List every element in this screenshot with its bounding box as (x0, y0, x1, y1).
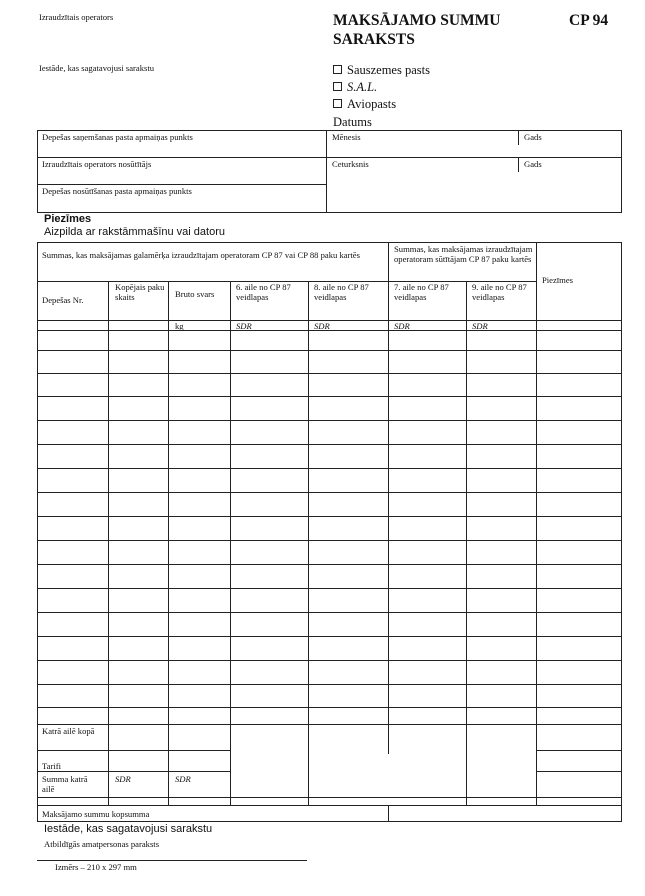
receiving-office-field[interactable]: Depešas saņemšanas pasta apmaiņas punkts (42, 132, 193, 142)
grid-line (37, 492, 622, 493)
unit-sdr: SDR (314, 321, 330, 331)
col-parcel-count: Kopējais paku skaits (115, 282, 165, 302)
grid-line (308, 281, 309, 724)
unit-sdr: SDR (394, 321, 410, 331)
year-field-2[interactable]: Gads (524, 159, 542, 169)
footer-signature: Atbildīgās amatpersonas paraksts (44, 839, 160, 849)
col-9: 9. aile no CP 87 veidlapas (472, 282, 527, 302)
sending-operator-field[interactable]: Izraudzītais operators nosūtītājs (42, 159, 152, 169)
grid-line (108, 281, 109, 724)
grand-total-label: Maksājamo summu kopsumma (42, 809, 150, 819)
col-7: 7. aile no CP 87 veidlapas (394, 282, 449, 302)
grid-line (536, 750, 622, 751)
grid-line (37, 805, 622, 806)
date-label: Datums (333, 115, 372, 129)
unit-kg: kg (175, 321, 184, 331)
month-field[interactable]: Mēnesis (332, 132, 361, 142)
paper-size: Izmērs – 210 x 297 mm (55, 862, 137, 872)
grid-line (168, 724, 169, 805)
grid-line (37, 468, 622, 469)
notes-text: Aizpilda ar rakstāmmašīnu vai datoru (44, 226, 225, 238)
grid-line (37, 660, 622, 661)
institution-label: Iestāde, kas sagatavojusi sarakstu (39, 63, 155, 73)
grid-line (388, 805, 389, 822)
grid-line (37, 684, 622, 685)
unit-sdr: SDR (472, 321, 488, 331)
footer-institution: Iestāde, kas sagatavojusi sarakstu (44, 823, 213, 835)
grid-line (37, 750, 230, 751)
footer-rule (37, 860, 307, 861)
grid-line (388, 281, 536, 282)
quarter-field[interactable]: Ceturksnis (332, 159, 369, 169)
grid-line (37, 350, 622, 351)
group-header-destination: Summas, kas maksājamas galamērķa izraudzītajam operatoram CP 87 vai CP 88 paku kartēs (42, 250, 360, 260)
grid-line (388, 242, 389, 754)
sum-sdr-2: SDR (175, 774, 191, 784)
form-code: CP 94 (569, 12, 609, 29)
option-air[interactable]: Aviopasts (333, 96, 396, 113)
checkbox-icon[interactable] (333, 82, 342, 91)
grid-line (37, 771, 230, 772)
divider (326, 130, 327, 213)
notes-title: Piezīmes (44, 213, 92, 225)
col-6: 6. aile no CP 87 veidlapas (236, 282, 291, 302)
divider (37, 157, 622, 158)
col-8: 8. aile no CP 87 veidlapas (314, 282, 369, 302)
grid-line (37, 612, 622, 613)
unit-sdr: SDR (236, 321, 252, 331)
grid-line (37, 724, 622, 725)
remarks-header: Piezīmes (542, 275, 574, 285)
grid-line (37, 396, 622, 397)
grid-line (308, 724, 309, 805)
grid-line (230, 724, 231, 805)
grid-line (37, 636, 622, 637)
divider (37, 184, 326, 185)
grid-line (37, 281, 388, 282)
col-gross-weight: Bruto svars (175, 289, 215, 299)
sum-each-label: Summa katrā ailē (42, 774, 88, 794)
grid-line (108, 724, 109, 805)
form-title-line2: SARAKSTS (333, 31, 415, 48)
checkbox-icon[interactable] (333, 65, 342, 74)
option-sal[interactable]: S.A.L. (333, 79, 377, 96)
grid-line (37, 564, 622, 565)
grid-line (37, 516, 622, 517)
grid-line (466, 281, 467, 724)
grid-line (37, 707, 622, 708)
year-field-1[interactable]: Gads (524, 132, 542, 142)
checkbox-icon[interactable] (333, 99, 342, 108)
grid-line (37, 444, 622, 445)
col-dispatch-no: Depešas Nr. (42, 295, 84, 305)
grid-line (37, 320, 622, 321)
grid-line (466, 724, 467, 805)
grid-line (37, 797, 622, 798)
grid-line (536, 771, 622, 772)
grid-line (536, 242, 537, 805)
divider (518, 157, 519, 172)
total-each-label: Katrā ailē kopā (42, 726, 95, 736)
grid-line (168, 281, 169, 724)
grid-line (37, 330, 622, 331)
grid-line (37, 588, 622, 589)
grid-line (37, 420, 622, 421)
tariffs-label: Tarifi (42, 761, 61, 771)
sending-office-field[interactable]: Depešas nosūtīšanas pasta apmaiņas punkts (42, 186, 192, 196)
operator-label: Izraudzītais operators (39, 12, 114, 22)
form-title-line1: MAKSĀJAMO SUMMU (333, 12, 501, 29)
group-header-sender: Summas, kas maksājamas izraudzītajam operatoram sūtītājam CP 87 paku kartēs (394, 244, 533, 264)
sum-sdr-1: SDR (115, 774, 131, 784)
grid-line (37, 540, 622, 541)
grid-line (37, 373, 622, 374)
option-land[interactable]: Sauszemes pasts (333, 62, 430, 79)
divider (518, 130, 519, 145)
grid-line (230, 281, 231, 724)
